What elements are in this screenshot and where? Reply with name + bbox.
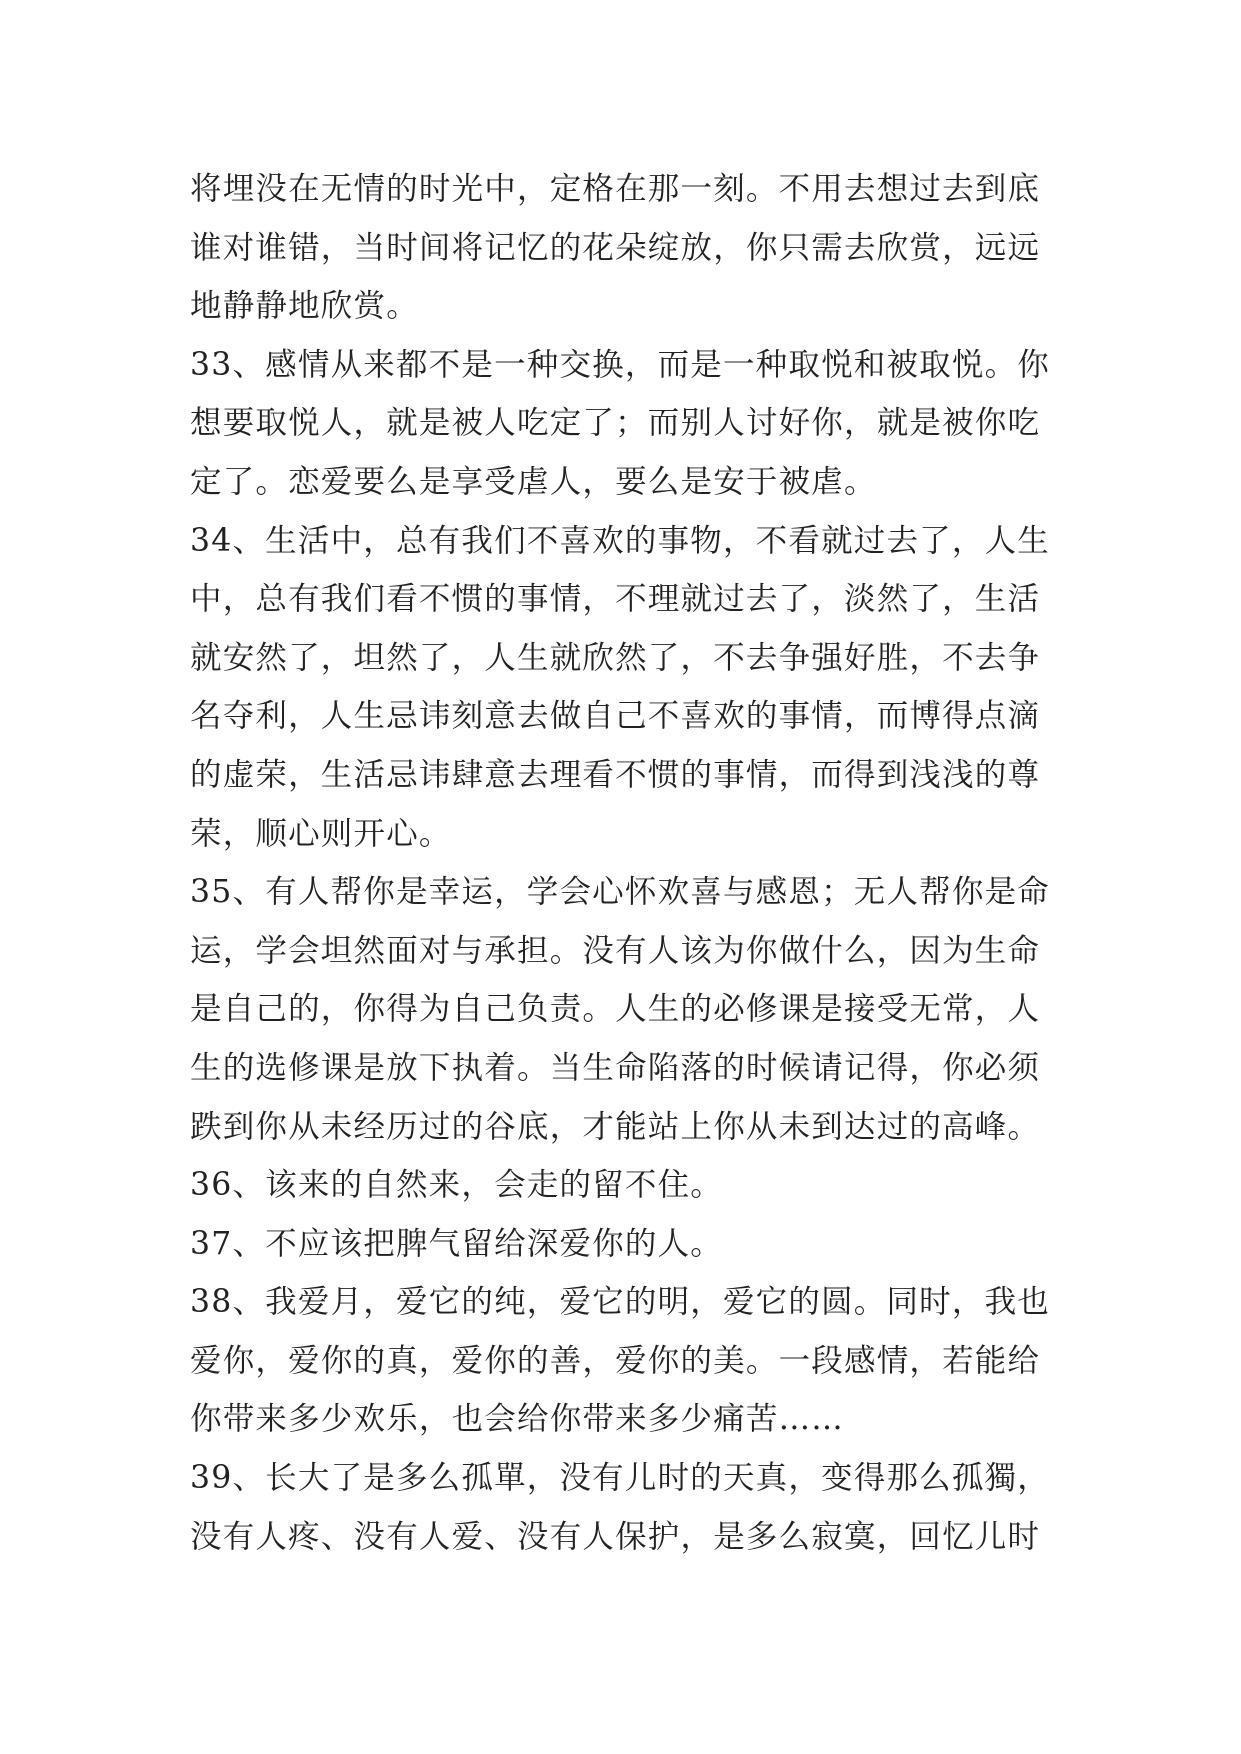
text-line: 地静静地欣赏。 [190,288,419,325]
text-line: 33、感情从来都不是一种交换，而是一种取悦和被取悦。你 [190,346,1050,383]
text-line: 就安然了，坦然了，人生就欣然了，不去争强好胜，不去争 [190,639,1041,676]
text-line: 是自己的，你得为自己负责。人生的必修课是接受无常，人 [190,991,1041,1028]
text-line: 运，学会坦然面对与承担。没有人该为你做什么，因为生命 [190,932,1041,969]
text-line: 的虚荣，生活忌讳肆意去理看不惯的事情，而得到浅浅的尊 [190,756,1041,793]
text-line: 名夺利，人生忌讳刻意去做自己不喜欢的事情，而博得点滴 [190,698,1041,735]
text-line: 38、我爱月，爱它的纯，爱它的明，爱它的圆。同时，我也 [190,1284,1050,1321]
text-line: 你带来多少欢乐，也会给你带来多少痛苦…… [190,1401,845,1438]
text-line: 34、生活中，总有我们不喜欢的事物，不看就过去了，人生 [190,522,1050,559]
text-line: 爱你，爱你的真，爱你的善，爱你的美。一段感情，若能给 [190,1342,1041,1379]
text-line: 36、该来的自然来，会走的留不住。 [190,1167,723,1204]
text-line: 谁对谁错，当时间将记忆的花朵绽放，你只需去欣赏，远远 [190,229,1041,266]
text-line: 35、有人帮你是幸运，学会心怀欢喜与感恩；无人帮你是命 [190,874,1050,911]
text-line: 将埋没在无情的时光中，定格在那一刻。不用去想过去到底 [190,171,1041,207]
text-line: 37、不应该把脾气留给深爱你的人。 [190,1225,723,1262]
text-line: 39、长大了是多么孤單，没有儿时的天真，变得那么孤獨， [190,1460,1050,1497]
text-line: 生的选修课是放下执着。当生命陷落的时候请记得，你必须 [190,1049,1041,1086]
text-line: 想要取悦人，就是被人吃定了；而别人讨好你，就是被你吃 [190,405,1041,442]
text-line: 荣，顺心则开心。 [190,815,452,852]
text-line: 中，总有我们看不惯的事情，不理就过去了，淡然了，生活 [190,581,1041,618]
text-line: 跌到你从未经历过的谷底，才能站上你从未到达过的高峰。 [190,1108,1041,1145]
text-line: 定了。恋爱要么是享受虐人，要么是安于被虐。 [190,463,877,500]
text-line: 没有人疼、没有人爱、没有人保护，是多么寂寞，回忆儿时 [190,1518,1041,1555]
body-text [190,160,1090,1566]
